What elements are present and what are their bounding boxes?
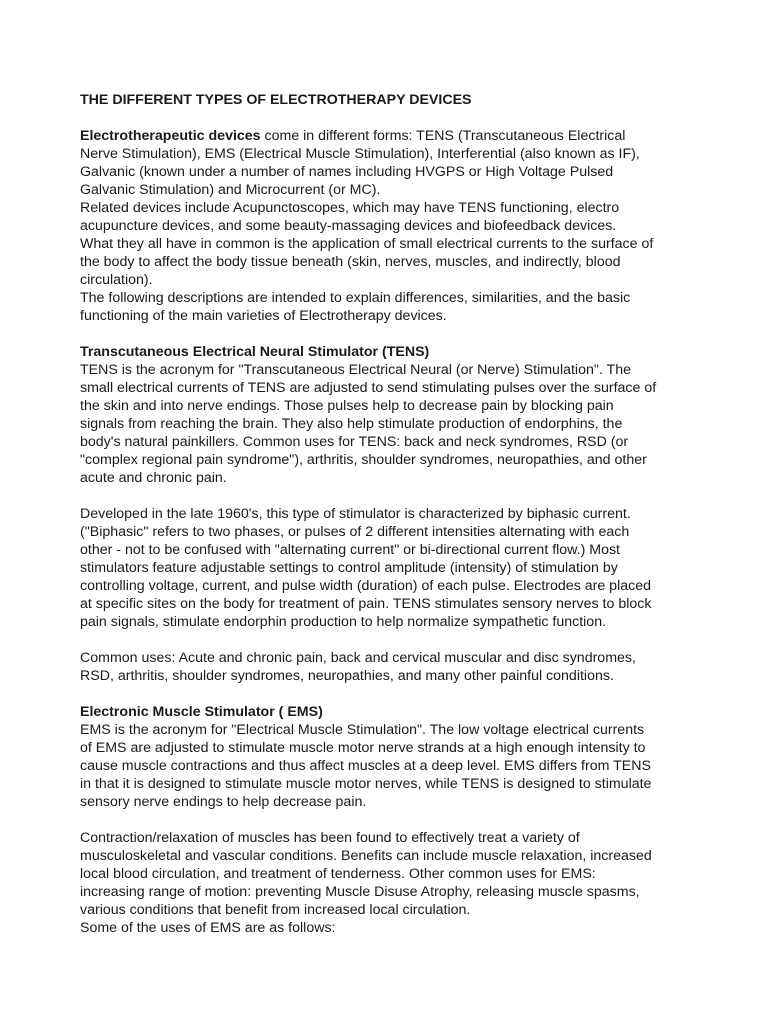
ems-p1-line: EMS is the acronym for "Electrical Muscle Stimulation". The low voltage electrical currents bbox=[80, 722, 645, 738]
paragraph-gap bbox=[80, 631, 700, 649]
ems-p2-line: increasing range of motion: preventing Muscle Disuse Atrophy, releasing muscle spasms, bbox=[80, 884, 640, 900]
ems-p1-line: cause muscle contractions and thus affect muscles at a deep level. EMS differs from TENS bbox=[80, 758, 651, 774]
tens-paragraph-1 bbox=[80, 361, 700, 487]
intro-line: circulation). bbox=[80, 272, 153, 288]
intro-line: acupuncture devices, and some beauty-massaging devices and biofeedback devices. bbox=[80, 218, 617, 234]
tens-p1-line: TENS is the acronym for "Transcutaneous Electrical Neural (or Nerve) Stimulation". The bbox=[80, 362, 631, 378]
tens-p1-line: body's natural painkillers. Common uses for TENS: back and neck syndromes, RSD (or bbox=[80, 434, 629, 450]
tens-p1-line: signals from reaching the brain. They also help stimulate production of endorphins, the bbox=[80, 416, 623, 432]
intro-line: come in different forms: TENS (Transcutaneous Electrical bbox=[260, 128, 626, 144]
intro-line: Galvanic Stimulation) and Microcurrent (or MC). bbox=[80, 182, 381, 198]
ems-p2-line: various conditions that benefit from increased local circulation. bbox=[80, 902, 471, 918]
intro-first-line bbox=[80, 127, 700, 145]
ems-p1-line: in that it is designed to stimulate muscle motor nerves, while TENS is designed to stimulate bbox=[80, 776, 652, 792]
ems-heading: Electronic Muscle Stimulator ( EMS) bbox=[80, 704, 323, 720]
ems-p2-line: musculoskeletal and vascular conditions. Benefits can include muscle relaxation, increased bbox=[80, 848, 652, 864]
paragraph-gap bbox=[80, 487, 700, 505]
intro-line: Nerve Stimulation), EMS (Electrical Muscle Stimulation), Interferential (also known as IF), bbox=[80, 146, 640, 162]
ems-p2-line: local blood circulation, and treatment of tenderness. Other common uses for EMS: bbox=[80, 866, 596, 882]
paragraph-gap bbox=[80, 685, 700, 703]
intro-line: The following descriptions are intended to explain differences, similarities, and the basic bbox=[80, 290, 631, 306]
intro-line: What they all have in common is the application of small electrical currents to the surface of bbox=[80, 236, 654, 252]
intro-line: Related devices include Acupunctoscopes, which may have TENS functioning, electro bbox=[80, 200, 620, 216]
tens-p2-line: controlling voltage, current, and pulse width (duration) of each pulse. Electrodes are placed bbox=[80, 578, 651, 594]
intro-lead-bold: Electrotherapeutic devices bbox=[80, 128, 261, 144]
intro-line: the body to affect the body tissue beneath (skin, nerves, muscles, and indirectly, blood bbox=[80, 254, 621, 270]
ems-paragraph-2 bbox=[80, 829, 700, 937]
tens-p2-line: other - not to be confused with "alternating current" or bi-directional current flow.) Most bbox=[80, 542, 620, 558]
ems-p1-line: of EMS are adjusted to stimulate muscle motor nerve strands at a high enough intensity to bbox=[80, 740, 646, 756]
tens-p1-line: small electrical currents of TENS are adjusted to send stimulating pulses over the surface of bbox=[80, 380, 657, 396]
paragraph-gap bbox=[80, 325, 700, 343]
tens-p1-line: the skin and into nerve endings. Those pulses help to decrease pain by blocking pain bbox=[80, 398, 614, 414]
tens-heading: Transcutaneous Electrical Neural Stimulator (TENS) bbox=[80, 344, 430, 360]
paragraph-gap bbox=[80, 811, 700, 829]
tens-p1-line: acute and chronic pain. bbox=[80, 470, 227, 486]
tens-p1-line: "complex regional pain syndrome"), arthritis, shoulder syndromes, neuropathies, and other bbox=[80, 452, 647, 468]
tens-p2-line: pain signals, stimulate endorphin production to help normalize sympathetic function. bbox=[80, 614, 607, 630]
tens-paragraph-2 bbox=[80, 505, 700, 631]
tens-p3-line: RSD, arthritis, shoulder syndromes, neuropathies, and many other painful conditions. bbox=[80, 668, 614, 684]
tens-p2-line: at specific sites on the body for treatment of pain. TENS stimulates sensory nerves to block bbox=[80, 596, 652, 612]
tens-p3-line: Common uses: Acute and chronic pain, back and cervical muscular and disc syndromes, bbox=[80, 650, 636, 666]
intro-paragraph bbox=[80, 127, 700, 325]
intro-line: Galvanic (known under a number of names including HVGPS or High Voltage Pulsed bbox=[80, 164, 614, 180]
ems-p1-line: sensory nerve endings to help decrease pain. bbox=[80, 794, 367, 810]
ems-p2-line: Contraction/relaxation of muscles has been found to effectively treat a variety of bbox=[80, 830, 580, 846]
tens-p2-line: ("Biphasic" refers to two phases, or pulses of 2 different intensities alternating with each bbox=[80, 524, 630, 540]
tens-paragraph-3 bbox=[80, 649, 700, 685]
document-page bbox=[80, 91, 700, 937]
intro-line: functioning of the main varieties of Electrotherapy devices. bbox=[80, 308, 447, 324]
tens-p2-line: Developed in the late 1960's, this type of stimulator is characterized by biphasic current. bbox=[80, 506, 631, 522]
document-title: THE DIFFERENT TYPES OF ELECTROTHERAPY DEVICES bbox=[80, 92, 472, 108]
ems-p2-line: Some of the uses of EMS are as follows: bbox=[80, 920, 336, 936]
tens-p2-line: stimulators feature adjustable settings to control amplitude (intensity) of stimulation by bbox=[80, 560, 618, 576]
ems-paragraph-1 bbox=[80, 721, 700, 811]
